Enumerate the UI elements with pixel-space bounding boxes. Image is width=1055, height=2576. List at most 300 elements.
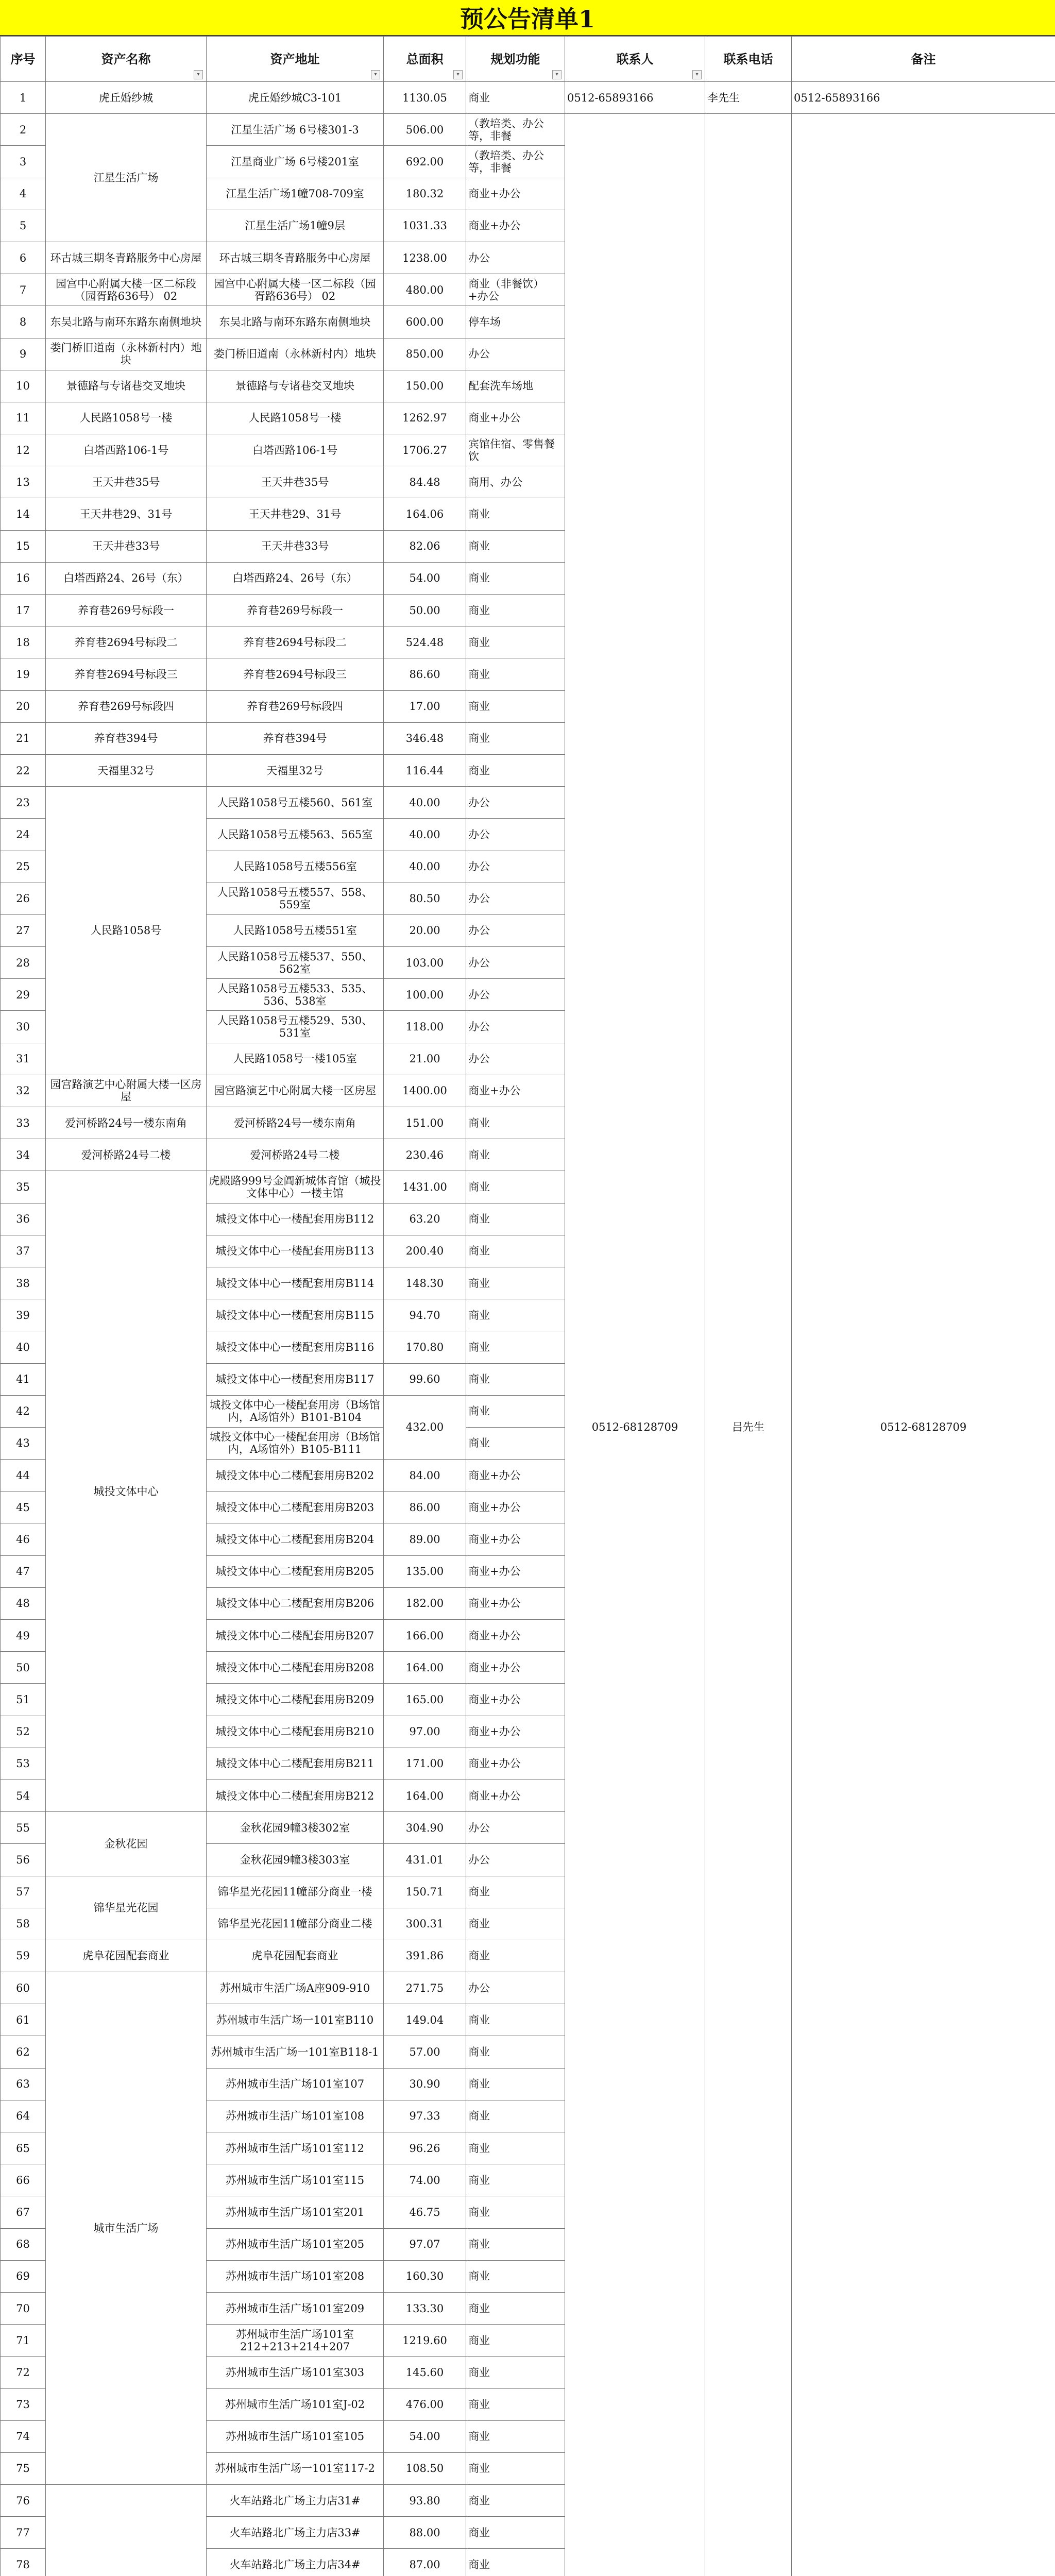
planned-function: 商业 — [466, 2325, 565, 2357]
planned-function: 商业+办公 — [466, 1780, 565, 1812]
asset-name: 养育巷2694号标段三 — [46, 658, 207, 690]
planned-function: 办公 — [466, 1011, 565, 1043]
row-number: 55 — [1, 1812, 46, 1844]
asset-name: 锦华星光花园 — [46, 1876, 207, 1940]
asset-address: 城投文体中心二楼配套用房B211 — [207, 1748, 384, 1780]
asset-name: 虎丘婚纱城 — [46, 82, 207, 114]
total-area: 200.40 — [384, 1235, 466, 1267]
total-area: 1400.00 — [384, 1075, 466, 1107]
asset-address: 苏州城市生活广场101室201 — [207, 2196, 384, 2228]
planned-function: 办公 — [466, 883, 565, 915]
total-area: 20.00 — [384, 915, 466, 947]
asset-address: 养育巷2694号标段三 — [207, 658, 384, 690]
total-area: 86.00 — [384, 1492, 466, 1523]
planned-function: 商业 — [466, 1396, 565, 1428]
dropdown-filter-icon[interactable]: ▾ — [453, 70, 463, 79]
row-number: 42 — [1, 1396, 46, 1428]
total-area: 850.00 — [384, 338, 466, 370]
total-area: 149.04 — [384, 2004, 466, 2036]
asset-name: 白塔西路106-1号 — [46, 434, 207, 466]
row-number: 61 — [1, 2004, 46, 2036]
dropdown-filter-icon[interactable]: ▾ — [552, 70, 561, 79]
asset-name: 养育巷269号标段四 — [46, 691, 207, 723]
row-number: 78 — [1, 2549, 46, 2576]
row-number: 66 — [1, 2164, 46, 2196]
row-number: 68 — [1, 2229, 46, 2261]
row-number: 56 — [1, 1844, 46, 1876]
asset-address: 景德路与专诸巷交叉地块 — [207, 370, 384, 402]
row-number: 77 — [1, 2517, 46, 2549]
planned-function: 商业+办公 — [466, 1652, 565, 1684]
total-area: 46.75 — [384, 2196, 466, 2228]
asset-name: 江星生活广场 — [46, 114, 207, 242]
row-number: 43 — [1, 1428, 46, 1460]
planned-function: 配套洗车场地 — [466, 370, 565, 402]
asset-address: 苏州城市生活广场101室108 — [207, 2100, 384, 2132]
row-number: 70 — [1, 2293, 46, 2325]
dropdown-filter-icon[interactable]: ▾ — [371, 70, 380, 79]
planned-function: 商业+办公 — [466, 1684, 565, 1716]
contact-person: 李先生 — [705, 82, 792, 114]
planned-function: 商业 — [466, 82, 565, 114]
row-number: 59 — [1, 1940, 46, 1972]
asset-name: 金秋花园 — [46, 1812, 207, 1876]
planned-function: 商业 — [466, 2036, 565, 2068]
asset-address: 苏州城市生活广场101室112 — [207, 2132, 384, 2164]
planned-function: 办公 — [466, 1812, 565, 1844]
asset-name: 养育巷394号 — [46, 723, 207, 755]
planned-function: 商业+办公 — [466, 1588, 565, 1620]
total-area: 166.00 — [384, 1620, 466, 1652]
asset-address: 城投文体中心二楼配套用房B209 — [207, 1684, 384, 1716]
asset-name: 爱河桥路24号二楼 — [46, 1139, 207, 1171]
planned-function: 商业 — [466, 2100, 565, 2132]
total-area: 87.00 — [384, 2549, 466, 2576]
total-area: 432.00 — [384, 1396, 466, 1460]
asset-name: 王天井巷35号 — [46, 466, 207, 498]
row-number: 46 — [1, 1523, 46, 1555]
row-number: 69 — [1, 2261, 46, 2293]
row-number: 3 — [1, 146, 46, 178]
row-number: 26 — [1, 883, 46, 915]
planned-function: 办公 — [466, 979, 565, 1011]
total-area: 97.07 — [384, 2229, 466, 2261]
row-number: 45 — [1, 1492, 46, 1523]
row-number: 53 — [1, 1748, 46, 1780]
row-number: 34 — [1, 1139, 46, 1171]
total-area: 100.00 — [384, 979, 466, 1011]
asset-address: 园宫路演艺中心附属大楼一区房屋 — [207, 1075, 384, 1107]
total-area: 164.06 — [384, 498, 466, 530]
total-area: 391.86 — [384, 1940, 466, 1972]
total-area: 1238.00 — [384, 242, 466, 274]
row-number: 16 — [1, 563, 46, 595]
contact-phone: 0512-68128709 — [565, 114, 705, 2576]
total-area: 524.48 — [384, 626, 466, 658]
asset-name: 景德路与专诸巷交叉地块 — [46, 370, 207, 402]
total-area: 300.31 — [384, 1908, 466, 1940]
total-area: 230.46 — [384, 1139, 466, 1171]
contact-phone: 0512-65893166 — [565, 82, 705, 114]
planned-function: 商业+办公 — [466, 1716, 565, 1748]
asset-address: 城投文体中心二楼配套用房B207 — [207, 1620, 384, 1652]
asset-address: 金秋花园9幢3楼302室 — [207, 1812, 384, 1844]
asset-address: 苏州城市生活广场101室J-02 — [207, 2389, 384, 2421]
total-area: 148.30 — [384, 1267, 466, 1299]
asset-address: 金秋花园9幢3楼303室 — [207, 1844, 384, 1876]
planned-function: 商业 — [466, 1908, 565, 1940]
asset-name: 王天井巷29、31号 — [46, 498, 207, 530]
row-number: 7 — [1, 274, 46, 306]
asset-address: 养育巷2694号标段二 — [207, 626, 384, 658]
planned-function: 商业+办公 — [466, 1620, 565, 1652]
asset-address: 江星生活广场1幢708-709室 — [207, 178, 384, 210]
row-number: 33 — [1, 1107, 46, 1139]
row-number: 72 — [1, 2357, 46, 2388]
planned-function: 商业 — [466, 2421, 565, 2453]
asset-address: 环古城三期冬青路服务中心房屋 — [207, 242, 384, 274]
planned-function: 商业 — [466, 2164, 565, 2196]
total-area: 164.00 — [384, 1780, 466, 1812]
planned-function: 商业+办公 — [466, 1748, 565, 1780]
asset-name: 虎阜花园配套商业 — [46, 1940, 207, 1972]
asset-name: 环古城三期冬青路服务中心房屋 — [46, 242, 207, 274]
header-7: 联系电话 — [705, 37, 792, 82]
row-number: 73 — [1, 2389, 46, 2421]
asset-address: 城投文体中心一楼配套用房B114 — [207, 1267, 384, 1299]
row-number: 24 — [1, 819, 46, 851]
asset-address: 爱河桥路24号二楼 — [207, 1139, 384, 1171]
asset-address: 城投文体中心一楼配套用房B113 — [207, 1235, 384, 1267]
row-number: 37 — [1, 1235, 46, 1267]
row-number: 63 — [1, 2069, 46, 2100]
dropdown-filter-icon[interactable]: ▾ — [194, 70, 203, 79]
asset-name: 养育巷269号标段一 — [46, 595, 207, 626]
total-area: 164.00 — [384, 1652, 466, 1684]
planned-function: 办公 — [466, 242, 565, 274]
planned-function: 商业 — [466, 1267, 565, 1299]
total-area: 165.00 — [384, 1684, 466, 1716]
planned-function: 商业+办公 — [466, 402, 565, 434]
total-area: 17.00 — [384, 691, 466, 723]
row-number: 8 — [1, 306, 46, 338]
row-number: 2 — [1, 114, 46, 146]
total-area: 431.01 — [384, 1844, 466, 1876]
planned-function: 商业 — [466, 626, 565, 658]
row-number: 27 — [1, 915, 46, 947]
contact-person: 吕先生 — [705, 114, 792, 2576]
total-area: 116.44 — [384, 755, 466, 787]
asset-name: 园宫路演艺中心附属大楼一区房屋 — [46, 1075, 207, 1107]
row-number: 30 — [1, 1011, 46, 1043]
total-area: 108.50 — [384, 2453, 466, 2485]
planned-function: 商业 — [466, 1876, 565, 1908]
row-number: 76 — [1, 2485, 46, 2517]
asset-name: 天福里32号 — [46, 755, 207, 787]
asset-name: 娄门桥旧道南（永林新村内）地块 — [46, 338, 207, 370]
total-area: 54.00 — [384, 563, 466, 595]
planned-function: 商业 — [466, 2004, 565, 2036]
total-area: 99.60 — [384, 1364, 466, 1396]
planned-function: 商业+办公 — [466, 1556, 565, 1588]
row-number: 40 — [1, 1331, 46, 1363]
note: 0512-65893166 — [792, 82, 1055, 114]
asset-address: 王天井巷33号 — [207, 531, 384, 563]
row-number: 74 — [1, 2421, 46, 2453]
total-area: 74.00 — [384, 2164, 466, 2196]
row-number: 35 — [1, 1171, 46, 1203]
asset-address: 火车站路北广场主力店34# — [207, 2549, 384, 2576]
asset-address: 王天井巷29、31号 — [207, 498, 384, 530]
total-area: 346.48 — [384, 723, 466, 755]
asset-address: 苏州城市生活广场一101室117-2 — [207, 2453, 384, 2485]
planned-function: 商业+办公 — [466, 178, 565, 210]
planned-function: 商业 — [466, 1171, 565, 1203]
asset-address: 城投文体中心二楼配套用房B205 — [207, 1556, 384, 1588]
planned-function: 商业 — [466, 1364, 565, 1396]
row-number: 38 — [1, 1267, 46, 1299]
row-number: 39 — [1, 1299, 46, 1331]
row-number: 19 — [1, 658, 46, 690]
total-area: 80.50 — [384, 883, 466, 915]
planned-function: 商业 — [466, 2293, 565, 2325]
planned-function: 商业 — [466, 658, 565, 690]
planned-function: 办公 — [466, 947, 565, 979]
asset-address: 白塔西路106-1号 — [207, 434, 384, 466]
total-area: 180.32 — [384, 178, 466, 210]
planned-function: 办公 — [466, 787, 565, 819]
asset-name: 白塔西路24、26号（东） — [46, 563, 207, 595]
total-area: 506.00 — [384, 114, 466, 146]
asset-address: 苏州城市生活广场101室205 — [207, 2229, 384, 2261]
total-area: 600.00 — [384, 306, 466, 338]
planned-function: 商业 — [466, 595, 565, 626]
total-area: 97.33 — [384, 2100, 466, 2132]
planned-function: 商业 — [466, 2196, 565, 2228]
planned-function: 办公 — [466, 338, 565, 370]
total-area: 1706.27 — [384, 434, 466, 466]
asset-address: 人民路1058号五楼563、565室 — [207, 819, 384, 851]
row-number: 41 — [1, 1364, 46, 1396]
asset-address: 人民路1058号五楼529、530、531室 — [207, 1011, 384, 1043]
asset-address: 城投文体中心一楼配套用房B112 — [207, 1204, 384, 1235]
asset-address: 城投文体中心二楼配套用房B203 — [207, 1492, 384, 1523]
row-number: 20 — [1, 691, 46, 723]
planned-function: 商业 — [466, 1940, 565, 1972]
total-area: 88.00 — [384, 2517, 466, 2549]
row-number: 31 — [1, 1043, 46, 1075]
planned-function: 办公 — [466, 851, 565, 883]
asset-address: 人民路1058号五楼551室 — [207, 915, 384, 947]
row-number: 11 — [1, 402, 46, 434]
asset-address: 江星商业广场 6号楼201室 — [207, 146, 384, 178]
planned-function: 商用、办公 — [466, 466, 565, 498]
planned-function: 商业 — [466, 1204, 565, 1235]
row-number: 75 — [1, 2453, 46, 2485]
planned-function: 商业 — [466, 498, 565, 530]
asset-address: 人民路1058号五楼560、561室 — [207, 787, 384, 819]
asset-address: 虎丘婚纱城C3-101 — [207, 82, 384, 114]
asset-table — [0, 36, 1055, 2576]
planned-function: 商业 — [466, 1331, 565, 1363]
planned-function: 商业 — [466, 2132, 565, 2164]
asset-name: 园宫中心附属大楼一区二标段（园胥路636号） 02 — [46, 274, 207, 306]
asset-address: 苏州城市生活广场一101室B118-1 — [207, 2036, 384, 2068]
total-area: 40.00 — [384, 819, 466, 851]
asset-address: 爱河桥路24号一楼东南角 — [207, 1107, 384, 1139]
planned-function: 商业 — [466, 531, 565, 563]
total-area: 96.26 — [384, 2132, 466, 2164]
total-area: 151.00 — [384, 1107, 466, 1139]
row-number: 48 — [1, 1588, 46, 1620]
asset-address: 城投文体中心一楼配套用房B117 — [207, 1364, 384, 1396]
asset-name: 王天井巷33号 — [46, 531, 207, 563]
asset-address: 苏州城市生活广场101室212+213+214+207 — [207, 2325, 384, 2357]
asset-address: 城投文体中心一楼配套用房（B场馆内，A场馆外）B105-B111 — [207, 1428, 384, 1460]
row-number: 64 — [1, 2100, 46, 2132]
total-area: 84.00 — [384, 1460, 466, 1492]
dropdown-filter-icon[interactable]: ▾ — [692, 70, 702, 79]
asset-address: 养育巷394号 — [207, 723, 384, 755]
asset-address: 苏州城市生活广场一101室B110 — [207, 2004, 384, 2036]
row-number: 13 — [1, 466, 46, 498]
row-number: 54 — [1, 1780, 46, 1812]
row-number: 32 — [1, 1075, 46, 1107]
planned-function: 商业+办公 — [466, 1075, 565, 1107]
total-area: 476.00 — [384, 2389, 466, 2421]
planned-function: （教培类、办公等，非餐 — [466, 146, 565, 178]
planned-function: 办公 — [466, 1844, 565, 1876]
asset-address: 江星生活广场 6号楼301-3 — [207, 114, 384, 146]
planned-function: 商业 — [466, 2357, 565, 2388]
asset-address: 东吴北路与南环东路东南侧地块 — [207, 306, 384, 338]
asset-address: 虎阜花园配套商业 — [207, 1940, 384, 1972]
header-6: 联系人 ▾ — [565, 37, 705, 82]
total-area: 54.00 — [384, 2421, 466, 2453]
row-number: 22 — [1, 755, 46, 787]
total-area: 692.00 — [384, 146, 466, 178]
total-area: 271.75 — [384, 1972, 466, 2004]
header-8: 备注 — [792, 37, 1055, 82]
total-area: 118.00 — [384, 1011, 466, 1043]
total-area: 82.06 — [384, 531, 466, 563]
planned-function: 商业 — [466, 2229, 565, 2261]
total-area: 150.00 — [384, 370, 466, 402]
asset-name: 城投文体中心 — [46, 1171, 207, 1812]
planned-function: 商业 — [466, 1235, 565, 1267]
total-area: 133.30 — [384, 2293, 466, 2325]
row-number: 4 — [1, 178, 46, 210]
asset-address: 城投文体中心二楼配套用房B210 — [207, 1716, 384, 1748]
row-number: 49 — [1, 1620, 46, 1652]
asset-address: 城投文体中心一楼配套用房（B场馆内，A场馆外）B101-B104 — [207, 1396, 384, 1428]
asset-address: 城投文体中心一楼配套用房B116 — [207, 1331, 384, 1363]
planned-function: 商业 — [466, 2549, 565, 2576]
asset-address: 苏州城市生活广场A座909-910 — [207, 1972, 384, 2004]
planned-function: 办公 — [466, 1043, 565, 1075]
asset-address: 虎殿路999号金阊新城体育馆（城投文体中心）一楼主馆 — [207, 1171, 384, 1203]
total-area: 30.90 — [384, 2069, 466, 2100]
row-number: 21 — [1, 723, 46, 755]
planned-function: （教培类、办公等，非餐 — [466, 114, 565, 146]
header-3: 资产地址 ▾ — [207, 37, 384, 82]
asset-address: 苏州城市生活广场101室209 — [207, 2293, 384, 2325]
total-area: 1031.33 — [384, 210, 466, 242]
asset-address: 天福里32号 — [207, 755, 384, 787]
planned-function: 办公 — [466, 819, 565, 851]
total-area: 1262.97 — [384, 402, 466, 434]
planned-function: 商业 — [466, 2453, 565, 2485]
asset-address: 苏州城市生活广场101室115 — [207, 2164, 384, 2196]
total-area: 1219.60 — [384, 2325, 466, 2357]
asset-address: 苏州城市生活广场101室107 — [207, 2069, 384, 2100]
row-number: 17 — [1, 595, 46, 626]
asset-address: 城投文体中心二楼配套用房B208 — [207, 1652, 384, 1684]
total-area: 171.00 — [384, 1748, 466, 1780]
asset-address: 人民路1058号五楼533、535、536、538室 — [207, 979, 384, 1011]
row-number: 62 — [1, 2036, 46, 2068]
asset-address: 江星生活广场1幢9层 — [207, 210, 384, 242]
header-1: 序号 — [1, 37, 46, 82]
asset-address: 城投文体中心二楼配套用房B206 — [207, 1588, 384, 1620]
row-number: 29 — [1, 979, 46, 1011]
planned-function: 商业（非餐饮）+办公 — [466, 274, 565, 306]
row-number: 15 — [1, 531, 46, 563]
total-area: 103.00 — [384, 947, 466, 979]
asset-address: 城投文体中心二楼配套用房B202 — [207, 1460, 384, 1492]
total-area: 1431.00 — [384, 1171, 466, 1203]
asset-name: 人民路1058号一楼 — [46, 402, 207, 434]
planned-function: 商业 — [466, 2517, 565, 2549]
total-area: 63.20 — [384, 1204, 466, 1235]
planned-function: 商业 — [466, 1299, 565, 1331]
total-area: 40.00 — [384, 851, 466, 883]
asset-address: 人民路1058号一楼 — [207, 402, 384, 434]
asset-address: 娄门桥旧道南（永林新村内）地块 — [207, 338, 384, 370]
asset-address: 养育巷269号标段四 — [207, 691, 384, 723]
asset-address: 人民路1058号五楼556室 — [207, 851, 384, 883]
asset-address: 火车站路北广场主力店33# — [207, 2517, 384, 2549]
planned-function: 办公 — [466, 1972, 565, 2004]
asset-address: 白塔西路24、26号（东） — [207, 563, 384, 595]
planned-function: 商业 — [466, 755, 565, 787]
row-number: 6 — [1, 242, 46, 274]
total-area: 97.00 — [384, 1716, 466, 1748]
total-area: 57.00 — [384, 2036, 466, 2068]
row-number: 14 — [1, 498, 46, 530]
asset-address: 城投文体中心二楼配套用房B212 — [207, 1780, 384, 1812]
asset-name: 爱河桥路24号一楼东南角 — [46, 1107, 207, 1139]
planned-function: 商业 — [466, 2485, 565, 2517]
sheet-title: 预公告清单1 — [0, 0, 1055, 36]
asset-name: 养育巷2694号标段二 — [46, 626, 207, 658]
asset-name: 东吴北路与南环东路东南侧地块 — [46, 306, 207, 338]
row-number: 65 — [1, 2132, 46, 2164]
planned-function: 宾馆住宿、零售餐饮 — [466, 434, 565, 466]
row-number: 5 — [1, 210, 46, 242]
planned-function: 办公 — [466, 915, 565, 947]
total-area: 182.00 — [384, 1588, 466, 1620]
row-number: 28 — [1, 947, 46, 979]
row-number: 58 — [1, 1908, 46, 1940]
planned-function: 商业 — [466, 1139, 565, 1171]
planned-function: 商业 — [466, 2261, 565, 2293]
planned-function: 商业 — [466, 691, 565, 723]
planned-function: 商业 — [466, 723, 565, 755]
asset-name — [46, 2485, 207, 2576]
planned-function: 商业+办公 — [466, 210, 565, 242]
row-number: 25 — [1, 851, 46, 883]
